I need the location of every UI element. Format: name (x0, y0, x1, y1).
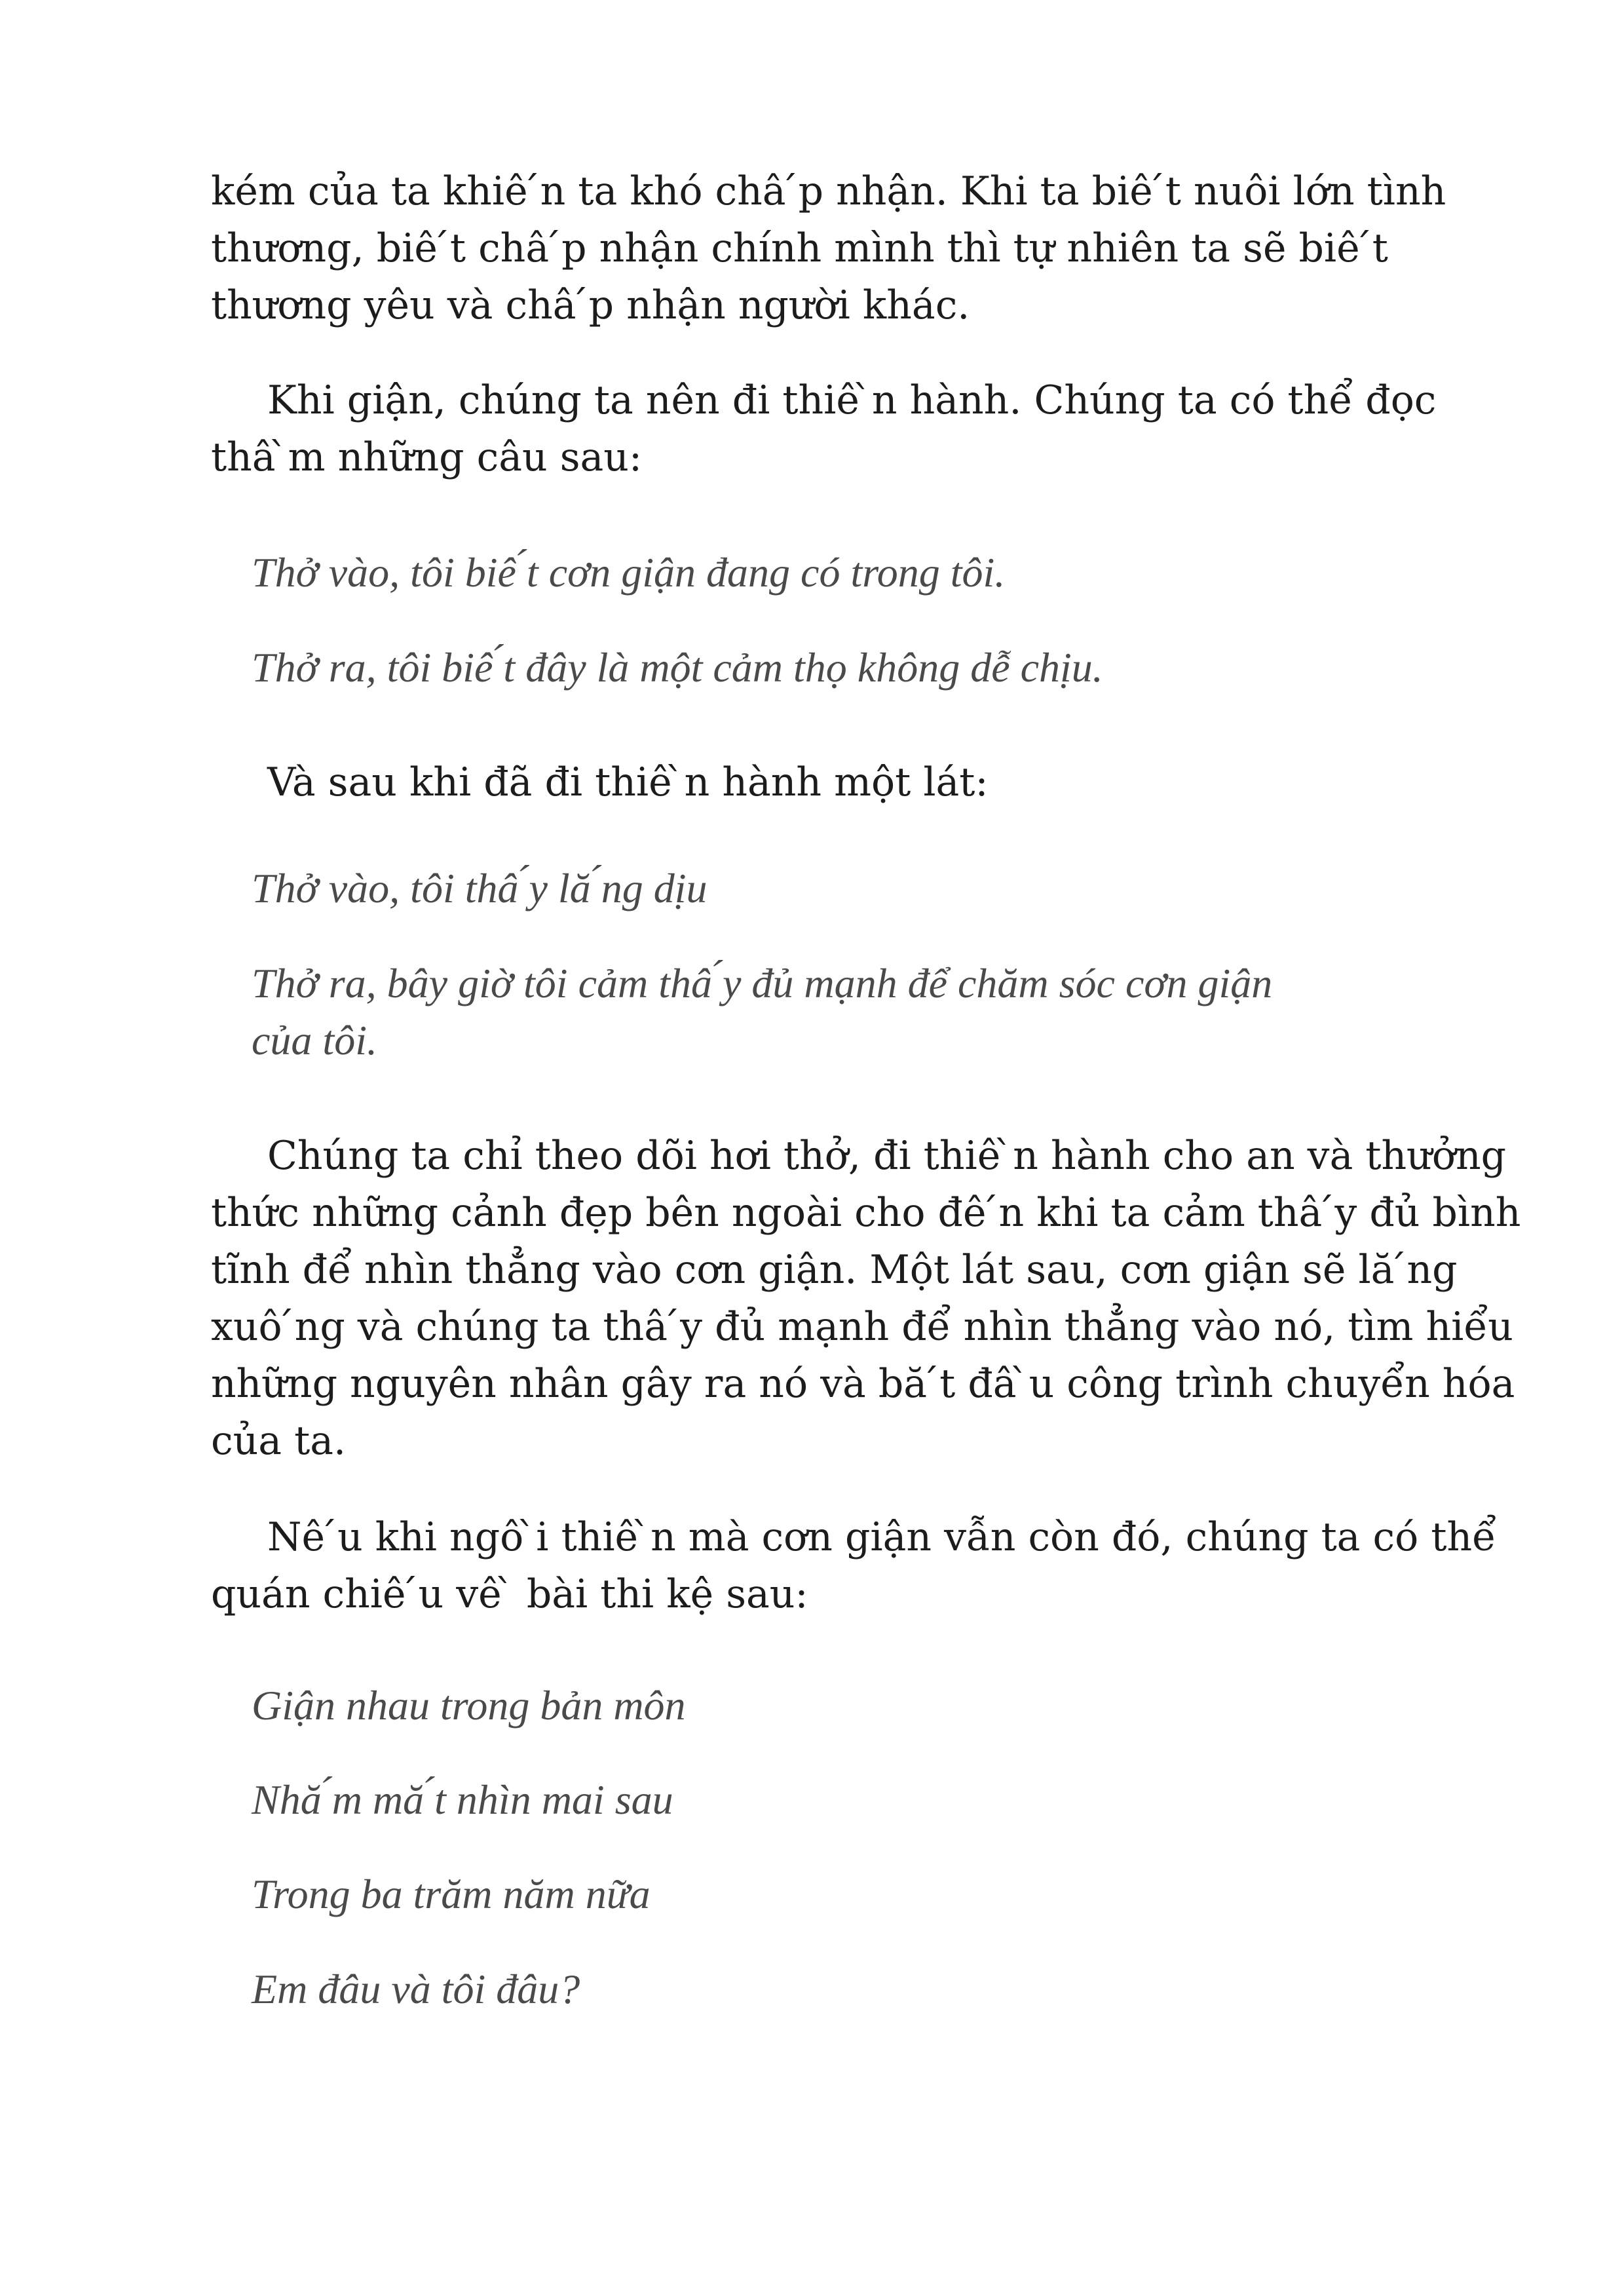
verse-line: Thở ra, bây giờ tôi cảm thâ ́y đủ mạnh để chăm sóc cơn giận (252, 960, 1273, 1006)
paragraph-line: những nguyên nhân gây ra nó và bă ́t đâ ̀u công trình chuyển hóa (211, 1361, 1515, 1407)
paragraph-line: xuô ́ng và chúng ta thâ ́y đủ mạnh để nhìn thẳng vào nó, tìm hiểu (211, 1304, 1513, 1350)
paragraph-line: quán chiê ́u vê ̀ bài thi kệ sau: (211, 1571, 808, 1617)
poem-line: Em đâu và tôi đâu? (252, 1966, 580, 2012)
verse-line: của tôi. (252, 1017, 377, 1063)
poem-line: Nhă ́m mă ́t nhìn mai sau (252, 1776, 673, 1823)
verse-line: Thở vào, tôi thâ ́y lă ́ng dịu (252, 865, 708, 911)
paragraph-line: của ta. (211, 1418, 347, 1464)
paragraph-line: Chúng ta chỉ theo dõi hơi thở, đi thiê ̀n hành cho an và thưởng (267, 1133, 1506, 1179)
verse-line: Thở vào, tôi biê ́t cơn giận đang có trong tôi. (252, 549, 1006, 596)
paragraph-line: kém của ta khiê ́n ta khó châ ́p nhận. Khi ta biê ́t nuôi lớn tình (211, 168, 1446, 214)
paragraph-line: thâ ̀m những câu sau: (211, 434, 643, 480)
paragraph-line: thương yêu và châ ́p nhận người khác. (211, 282, 970, 328)
paragraph-line: thương, biê ́t châ ́p nhận chính mình thì tự nhiên ta sẽ biê ́t (211, 225, 1388, 271)
poem-line: Trong ba trăm năm nữa (252, 1871, 651, 1917)
paragraph-line: Nê ́u khi ngô ̀i thiê ̀n mà cơn giận vẫn còn đó, chúng ta có thể (267, 1514, 1496, 1560)
paragraph-line: Khi giận, chúng ta nên đi thiê ̀n hành. Chúng ta có thể đọc (267, 377, 1437, 423)
paragraph-line: Và sau khi đã đi thiê ̀n hành một lát: (267, 759, 989, 805)
verse-line: Thở ra, tôi biê ́t đây là một cảm thọ không dễ chịu. (252, 644, 1103, 691)
poem-line: Giận nhau trong bản môn (252, 1682, 686, 1729)
paragraph-line: thức những cảnh đẹp bên ngoài cho đê ́n khi ta cảm thâ ́y đủ bình (211, 1190, 1521, 1236)
paragraph-line: tĩnh để nhìn thẳng vào cơn giận. Một lát sau, cơn giận sẽ lă ́ng (211, 1247, 1458, 1293)
